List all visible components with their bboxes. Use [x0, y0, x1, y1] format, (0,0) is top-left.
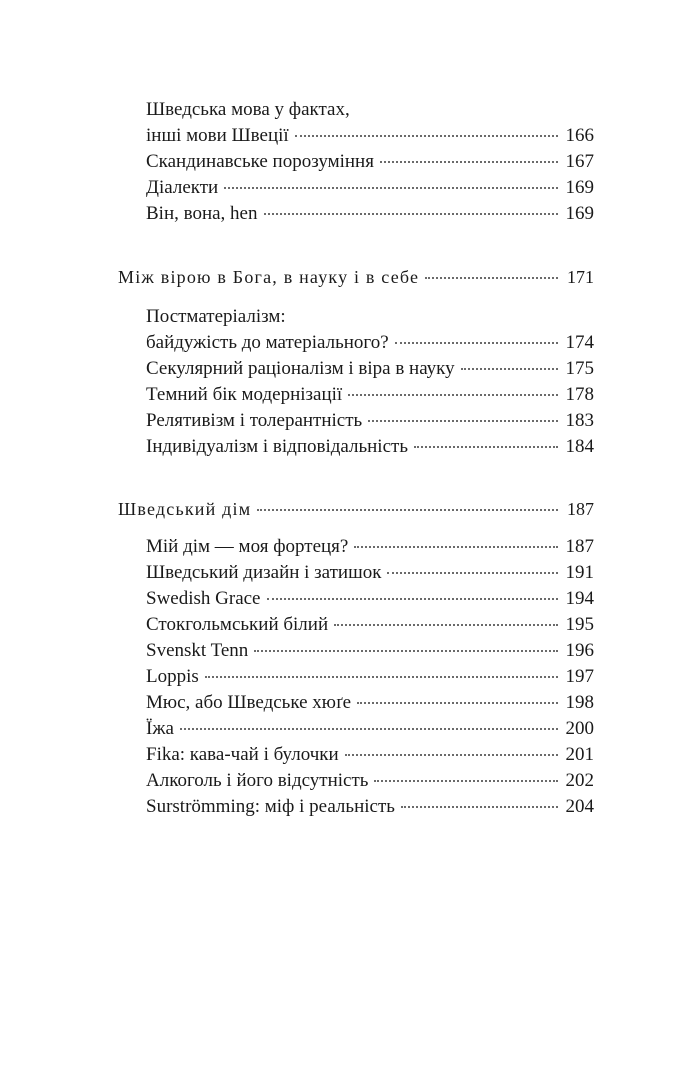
toc-entry-title: Він, вона, hen [146, 203, 258, 224]
toc-entry [146, 794, 594, 820]
toc-entry-title-only [146, 304, 594, 330]
toc-entry-title: Індивідуалізм і відповідальність [146, 436, 408, 457]
toc-entry-title: Діалекти [146, 177, 219, 198]
dot-leader [387, 571, 558, 574]
toc-entry [146, 149, 594, 175]
dot-leader [414, 445, 558, 448]
toc-section-heading [118, 496, 594, 522]
toc-entry [146, 382, 594, 408]
toc-entry-page: 195 [565, 614, 594, 635]
dot-leader [401, 805, 558, 808]
toc-entry-page: 183 [565, 410, 594, 431]
toc-entry-title: Swedish Grace [146, 588, 261, 609]
toc-section-page: 171 [567, 267, 594, 287]
dot-leader [368, 419, 558, 422]
toc-entry-page: 169 [565, 177, 594, 198]
dot-leader [180, 727, 558, 730]
toc-entry-page: 204 [565, 796, 594, 817]
toc-entry [146, 408, 594, 434]
toc-entry-page: 201 [565, 744, 594, 765]
toc-entry-page: 194 [565, 588, 594, 609]
toc-section-page: 187 [567, 499, 594, 519]
toc-entry [146, 330, 594, 356]
toc-entry-title: Surströmming: міф і реальність [146, 796, 395, 817]
toc-entry-page: 202 [565, 770, 594, 791]
toc-entry-page: 169 [565, 203, 594, 224]
toc-entry [146, 534, 594, 560]
toc-entry-title: Скандинавське порозуміння [146, 151, 374, 172]
toc-entry [146, 690, 594, 716]
toc-entry [146, 560, 594, 586]
dot-leader [357, 701, 558, 704]
toc-entry-title: Fika: кава-чай і булочки [146, 744, 339, 765]
toc-entry-page: 196 [565, 640, 594, 661]
toc-section-heading [118, 264, 594, 290]
toc-entry-title: Мюс, або Шведське хюґе [146, 692, 352, 713]
toc-entry-page: 200 [565, 718, 594, 739]
toc-entry [146, 356, 594, 382]
dot-leader [395, 341, 558, 344]
toc-entry-page: 197 [565, 666, 594, 687]
toc-entry-page: 191 [565, 562, 594, 583]
toc-entry-page: 178 [565, 384, 594, 405]
toc-entry [146, 742, 594, 768]
toc-entry-title: Релятивізм і толерантність [146, 410, 363, 431]
dot-leader [425, 276, 558, 279]
dot-leader [264, 212, 559, 215]
dot-leader [295, 134, 558, 137]
toc-entry-page: 175 [565, 358, 594, 379]
dot-leader [334, 623, 558, 626]
toc-entry-title: Svenskt Tenn [146, 640, 249, 661]
dot-leader [267, 597, 559, 600]
dot-leader [257, 508, 558, 511]
toc-entry-title: Алкоголь і його відсутність [146, 770, 369, 791]
toc-section-title: Між вірою в Бога, в науку і в себе [118, 267, 420, 287]
toc-entry [146, 664, 594, 690]
dot-leader [354, 545, 558, 548]
toc-entry-page: 184 [565, 436, 594, 457]
toc-entry-page: 187 [565, 536, 594, 557]
toc-entry [146, 201, 594, 227]
toc-entry-title: Loppis [146, 666, 199, 687]
dot-leader [461, 367, 558, 370]
toc-entry-title: Їжа [146, 718, 174, 739]
dot-leader [224, 186, 558, 189]
dot-leader [374, 779, 558, 782]
toc-entry-title: байдужість до матеріального? [146, 332, 389, 353]
toc-entry [146, 638, 594, 664]
toc-entry-title: Темний бік модернізації [146, 384, 343, 405]
toc-entry [146, 612, 594, 638]
toc-entry-page: 167 [565, 151, 594, 172]
toc-entry-page: 166 [565, 125, 594, 146]
toc-entry-page: 174 [565, 332, 594, 353]
dot-leader [345, 753, 558, 756]
toc-entry-title: Стокгольмський білий [146, 614, 329, 635]
toc-entry-title-only [146, 97, 594, 123]
dot-leader [254, 649, 558, 652]
dot-leader [205, 675, 558, 678]
toc-entry [146, 586, 594, 612]
toc-entry-title: Секулярний раціоналізм і віра в науку [146, 358, 455, 379]
toc-entry-title: Шведська мова у фактах, [146, 99, 350, 120]
dot-leader [380, 160, 558, 163]
toc-entry-page: 198 [565, 692, 594, 713]
toc-entry-title: Шведський дизайн і затишок [146, 562, 382, 583]
toc-entry-title: Мій дім — моя фортеця? [146, 536, 349, 557]
toc-entry [146, 768, 594, 794]
toc-entry [146, 175, 594, 201]
toc-entry [146, 434, 594, 460]
toc-entry [146, 123, 594, 149]
toc-entry-title: інші мови Швеції [146, 125, 289, 146]
toc-entry [146, 716, 594, 742]
dot-leader [348, 393, 558, 396]
toc-section-title: Шведський дім [118, 499, 252, 519]
toc-entry-title: Постматеріалізм: [146, 306, 286, 327]
